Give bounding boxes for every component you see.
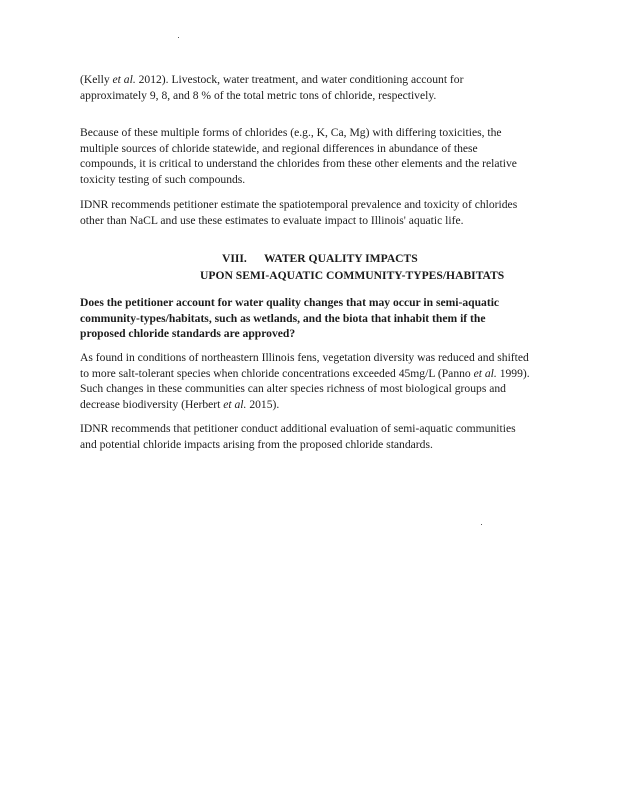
section-number: VIII. bbox=[222, 252, 247, 265]
scan-speck bbox=[481, 524, 482, 525]
text-line: toxicity testing of such compounds. bbox=[80, 172, 246, 186]
question-line: Does the petitioner account for water quality changes that may occur in semi-aquatic bbox=[80, 296, 500, 309]
text-line: Such changes in these communities can alter species richness of most biological groups and bbox=[80, 382, 506, 395]
section-heading-line-1 bbox=[80, 250, 550, 267]
question-line: proposed chloride standards are approved? bbox=[80, 327, 296, 340]
text-line: approximately 9, 8, and 8 % of the total metric tons of chloride, respectively. bbox=[80, 88, 437, 102]
section-title-line-2: UPON SEMI-AQUATIC COMMUNITY-TYPES/HABITATS bbox=[200, 269, 505, 282]
citation-et-al: et al. bbox=[473, 366, 497, 380]
text-line: As found in conditions of northeastern Illinois fens, vegetation diversity was reduced and shifted bbox=[80, 351, 529, 364]
paragraph-idnr-recommendation-2 bbox=[80, 421, 550, 452]
text-line: other than NaCL and use these estimates to evaluate impact to Illinois' aquatic life. bbox=[80, 213, 464, 227]
text-line: decrease biodiversity (Herbert et al. 2015). bbox=[80, 397, 280, 411]
text-line: (Kelly et al. 2012). Livestock, water treatment, and water conditioning account for bbox=[80, 73, 464, 86]
text-line: multiple sources of chloride statewide, and regional differences in abundance of these bbox=[80, 141, 478, 155]
text-line: IDNR recommends that petitioner conduct additional evaluation of semi-aquatic communities bbox=[80, 422, 516, 435]
text-line: and potential chloride impacts arising from the proposed chloride standards. bbox=[80, 437, 433, 451]
text-line: Because of these multiple forms of chlorides (e.g., K, Ca, Mg) with differing toxicities, the bbox=[80, 126, 502, 139]
question-line: community-types/habitats, such as wetlands, and the biota that inhabit them if the bbox=[80, 311, 486, 325]
text-line: compounds, it is critical to understand the chlorides from these other elements and the relative bbox=[80, 157, 517, 170]
paragraph-chloride-forms bbox=[80, 125, 550, 187]
paragraph-fens-findings bbox=[80, 350, 550, 412]
paragraph-livestock-chloride bbox=[80, 72, 550, 103]
text-line: to more salt-tolerant species when chloride concentrations exceeded 45mg/L (Panno et al. 1999). bbox=[80, 366, 530, 380]
question-paragraph bbox=[80, 295, 550, 342]
section-heading bbox=[80, 250, 550, 284]
scan-speck bbox=[178, 37, 179, 38]
paragraph-idnr-recommendation-1 bbox=[80, 197, 550, 228]
section-title-line-1: WATER QUALITY IMPACTS bbox=[264, 252, 418, 265]
citation-et-al: et al. bbox=[223, 397, 247, 411]
citation-et-al: et al. bbox=[112, 73, 136, 86]
text-line: IDNR recommends petitioner estimate the spatiotemporal prevalence and toxicity of chlorides bbox=[80, 198, 518, 211]
